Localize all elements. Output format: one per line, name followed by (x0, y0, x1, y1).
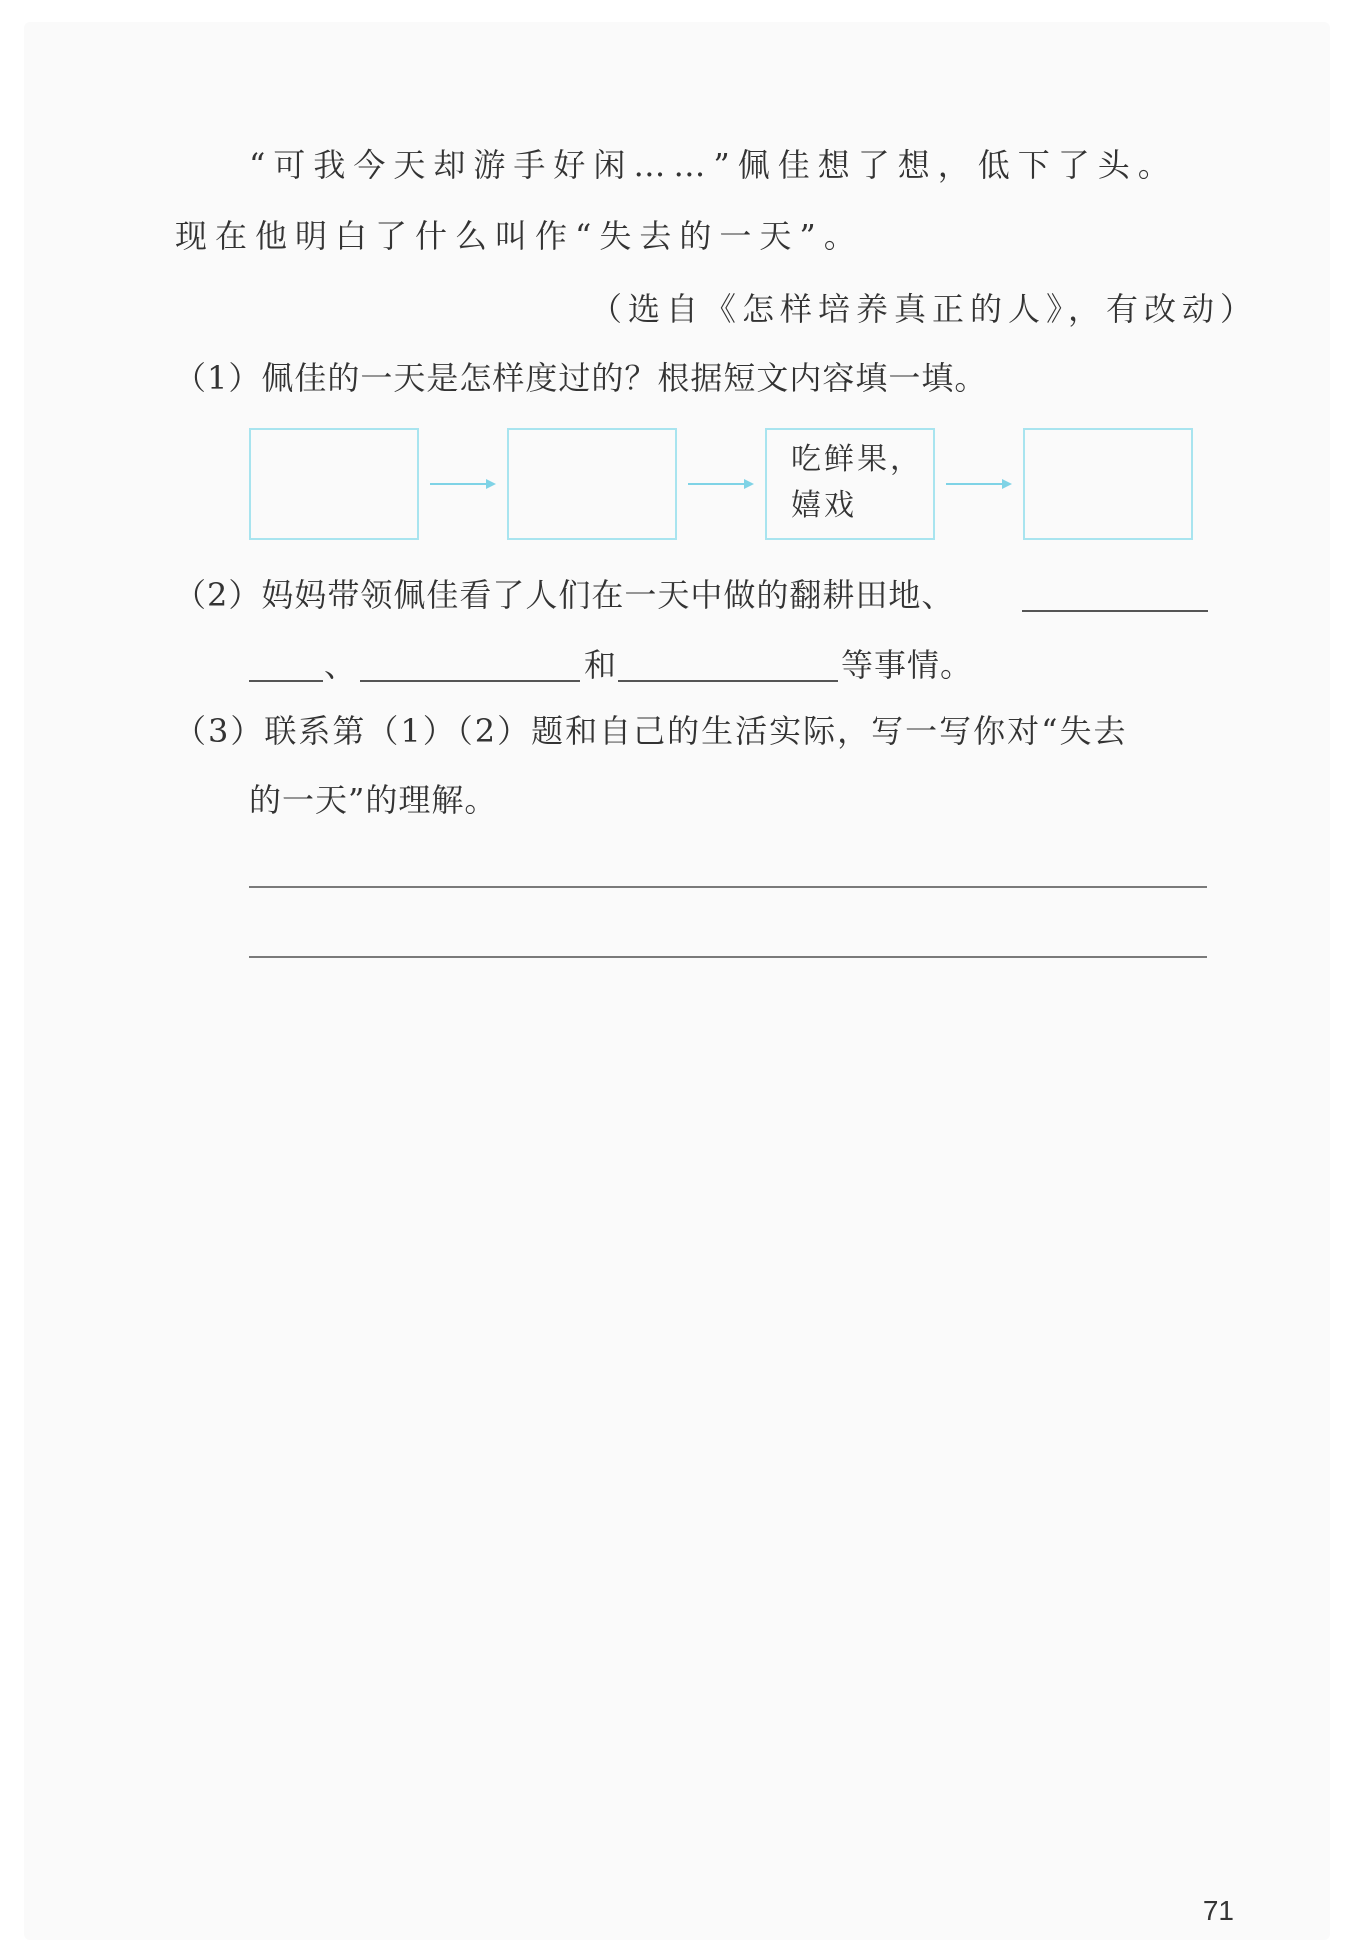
question-3-prompt-continued: 的一天”的理解。 (249, 781, 498, 819)
arrow-right-icon (430, 474, 496, 494)
flow-box-4[interactable] (1023, 428, 1193, 540)
fill-blank-1b[interactable] (249, 680, 323, 682)
flow-box-3-text-line1: 吃鲜果， (791, 442, 923, 477)
flow-box-3-text-line2: 嬉戏 (791, 488, 857, 523)
fill-blank-3[interactable] (618, 680, 838, 682)
passage-line-1: “可我今天却游手好闲……”佩佳想了想，低下了头。 (249, 146, 1178, 184)
fill-blank-1a[interactable] (1022, 610, 1208, 612)
question-2-conjunction: 和 (584, 646, 618, 684)
passage-line-2: 现在他明白了什么叫作“失去的一天”。 (175, 217, 864, 255)
arrow-right-icon (688, 474, 754, 494)
answer-line-1[interactable] (249, 886, 1207, 888)
question-2-ending: 等事情。 (841, 646, 974, 684)
flow-box-2[interactable] (507, 428, 677, 540)
flow-box-1[interactable] (249, 428, 419, 540)
fill-blank-2[interactable] (360, 680, 580, 682)
flow-box-3[interactable] (765, 428, 935, 540)
passage-source: （选自《怎样培养真正的人》，有改动） (590, 290, 1259, 328)
question-2-prompt: （2）妈妈带领佩佳看了人们在一天中做的翻耕田地、 (174, 576, 955, 614)
question-3-prompt: （3）联系第（1）（2）题和自己的生活实际，写一写你对“失去 (174, 712, 1128, 750)
arrow-right-icon (946, 474, 1012, 494)
question-2-separator: 、 (324, 646, 358, 684)
answer-line-2[interactable] (249, 956, 1207, 958)
question-1-prompt: （1）佩佳的一天是怎样度过的？根据短文内容填一填。 (174, 359, 988, 397)
page-number: 71 (1202, 1895, 1234, 1926)
